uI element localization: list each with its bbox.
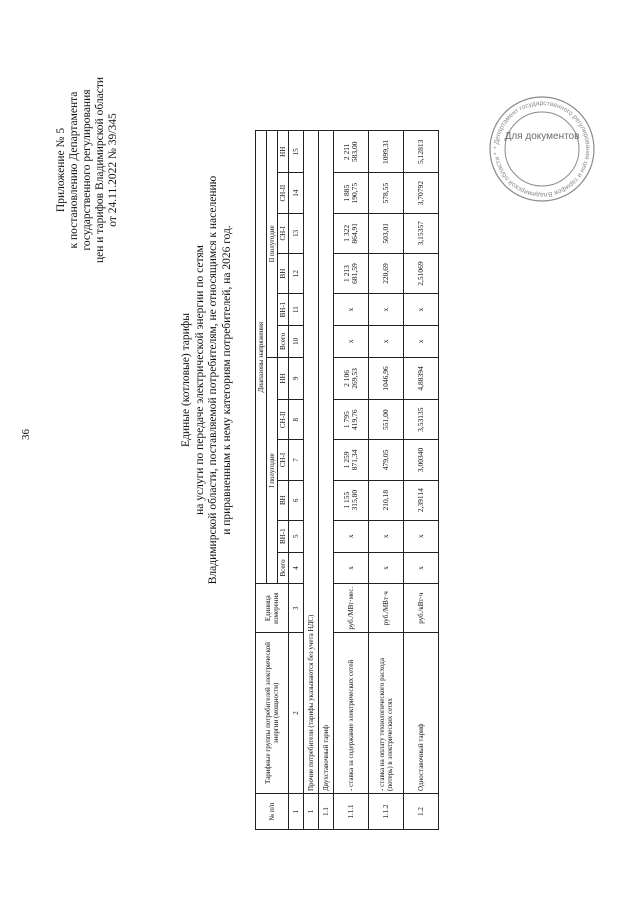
appendix-block bbox=[55, 70, 120, 270]
value-cell: 1 885 190,75 bbox=[334, 173, 369, 213]
value-cell: 3,00340 bbox=[404, 440, 439, 480]
value-cell: 5,12813 bbox=[404, 131, 439, 174]
level-header: ВН-1 bbox=[278, 520, 289, 552]
title-line: Единые (котловые) тарифы bbox=[180, 313, 192, 447]
value-cell: 1 795 419,76 bbox=[334, 400, 369, 440]
level-header: СН-I bbox=[278, 213, 289, 253]
level-header: НН bbox=[278, 357, 289, 399]
header-unit: Единица измерения bbox=[256, 584, 289, 633]
document-title bbox=[180, 140, 234, 620]
stamp-ring-text: * Департамент государственного регулирования цен и тарифов Владимирской области * bbox=[492, 99, 592, 199]
col-number: 5 bbox=[289, 520, 304, 552]
level-header: СН-II bbox=[278, 173, 289, 213]
official-stamp bbox=[488, 95, 596, 203]
stamp-ring-icon bbox=[488, 95, 596, 203]
value-cell: х bbox=[404, 520, 439, 552]
value-cell: 3,15357 bbox=[404, 213, 439, 253]
value-cell: х bbox=[369, 294, 404, 326]
level-header: ВН-1 bbox=[278, 294, 289, 326]
value-cell: 210,18 bbox=[369, 480, 404, 520]
tariff-table bbox=[255, 130, 439, 830]
level-header: ВН bbox=[278, 253, 289, 293]
col-number: 4 bbox=[289, 552, 304, 584]
col-number: 13 bbox=[289, 213, 304, 253]
level-header: Всего bbox=[278, 325, 289, 357]
col-number: 6 bbox=[289, 480, 304, 520]
value-cell: 503,01 bbox=[369, 213, 404, 253]
value-cell: 578,55 bbox=[369, 173, 404, 213]
table-row bbox=[404, 131, 439, 830]
row-num: 1.1.1 bbox=[334, 794, 369, 830]
level-header: ВН bbox=[278, 480, 289, 520]
section-label: Прочие потребители (тарифы указываются без учета НДС) bbox=[304, 131, 319, 794]
value-cell: х bbox=[369, 520, 404, 552]
level-header: Всего bbox=[278, 552, 289, 584]
appendix-line: к постановлению Департамента bbox=[68, 91, 80, 249]
appendix-line: Приложение № 5 bbox=[55, 127, 67, 213]
column-number-row bbox=[289, 131, 304, 830]
value-cell: 2,51069 bbox=[404, 253, 439, 293]
header-group: Тарифные группы потребителей электрической энергии (мощности) bbox=[256, 633, 289, 794]
col-number: 15 bbox=[289, 131, 304, 174]
section-label: Двухставочный тариф bbox=[319, 131, 334, 794]
value-cell: х bbox=[334, 294, 369, 326]
value-cell: х bbox=[334, 325, 369, 357]
col-number: 3 bbox=[289, 584, 304, 633]
appendix-line: от 24.11.2022 № 39/345 bbox=[107, 113, 119, 227]
svg-text:* Департамент государственного bbox=[493, 100, 591, 198]
col-number: 1 bbox=[289, 794, 304, 830]
row-num: 1.2 bbox=[404, 794, 439, 830]
value-cell: 479,05 bbox=[369, 440, 404, 480]
header-half2: II полугодие bbox=[267, 131, 278, 358]
level-header: НН bbox=[278, 131, 289, 174]
value-cell: х bbox=[404, 325, 439, 357]
value-cell: 1099,31 bbox=[369, 131, 404, 174]
value-cell: 2,39114 bbox=[404, 480, 439, 520]
value-cell: х bbox=[334, 520, 369, 552]
row-unit: руб./МВт·ч bbox=[369, 584, 404, 633]
col-number: 10 bbox=[289, 325, 304, 357]
value-cell: 3,53135 bbox=[404, 400, 439, 440]
title-line: и приравненным к нему категориям потребителей, на 2026 год. bbox=[220, 225, 233, 535]
appendix-line: цен и тарифов Владимирской области bbox=[94, 76, 106, 264]
col-number: 8 bbox=[289, 400, 304, 440]
section-num: 1 bbox=[304, 794, 319, 830]
title-line: на услуги по передаче электрической энергии по сетям bbox=[193, 245, 206, 515]
table-row bbox=[369, 131, 404, 830]
value-cell: 3,70792 bbox=[404, 173, 439, 213]
section-num: 1.1 bbox=[319, 794, 334, 830]
col-number: 12 bbox=[289, 253, 304, 293]
row-unit: руб./МВт·мес. bbox=[334, 584, 369, 633]
value-cell: 1 259 871,34 bbox=[334, 440, 369, 480]
value-cell: х bbox=[334, 552, 369, 584]
row-label: - ставка на оплату технологического расхода (потерь) в электрических сетях bbox=[369, 633, 404, 794]
value-cell: 2 106 269,53 bbox=[334, 357, 369, 399]
value-cell: 551,00 bbox=[369, 400, 404, 440]
page-number: 36 bbox=[20, 429, 32, 440]
col-number: 7 bbox=[289, 440, 304, 480]
value-cell: 220,69 bbox=[369, 253, 404, 293]
row-num: 1.1.2 bbox=[369, 794, 404, 830]
value-cell: х bbox=[369, 552, 404, 584]
value-cell: 1 155 315,80 bbox=[334, 480, 369, 520]
header-ranges: Диапазоны напряжения bbox=[256, 131, 267, 584]
table-row bbox=[334, 131, 369, 830]
row-label: Одноставочный тариф bbox=[404, 633, 439, 794]
level-header: СН-I bbox=[278, 440, 289, 480]
row-label: - ставка за содержание электрических сетей bbox=[334, 633, 369, 794]
value-cell: 1 322 864,91 bbox=[334, 213, 369, 253]
value-cell: 2 211 583,00 bbox=[334, 131, 369, 174]
header-num: № п/п bbox=[256, 794, 289, 830]
value-cell: 1 213 681,59 bbox=[334, 253, 369, 293]
value-cell: х bbox=[404, 552, 439, 584]
section-row bbox=[319, 131, 334, 830]
title-line: Владимирской области, поставляемой потребителям, не относящимся к населению bbox=[207, 175, 219, 585]
col-number: 9 bbox=[289, 357, 304, 399]
col-number: 11 bbox=[289, 294, 304, 326]
rotated-page-content bbox=[55, 70, 525, 870]
col-number: 2 bbox=[289, 633, 304, 794]
row-unit: руб./кВт·ч bbox=[404, 584, 439, 633]
value-cell: х bbox=[404, 294, 439, 326]
stamp-center-text: Для документов bbox=[504, 131, 580, 142]
value-cell: 1046,96 bbox=[369, 357, 404, 399]
col-number: 14 bbox=[289, 173, 304, 213]
section-row bbox=[304, 131, 319, 830]
header-half1: I полугодие bbox=[267, 357, 278, 584]
value-cell: х bbox=[369, 325, 404, 357]
level-header: СН-II bbox=[278, 400, 289, 440]
value-cell: 4,88394 bbox=[404, 357, 439, 399]
appendix-line: государственного регулирования bbox=[81, 89, 93, 251]
